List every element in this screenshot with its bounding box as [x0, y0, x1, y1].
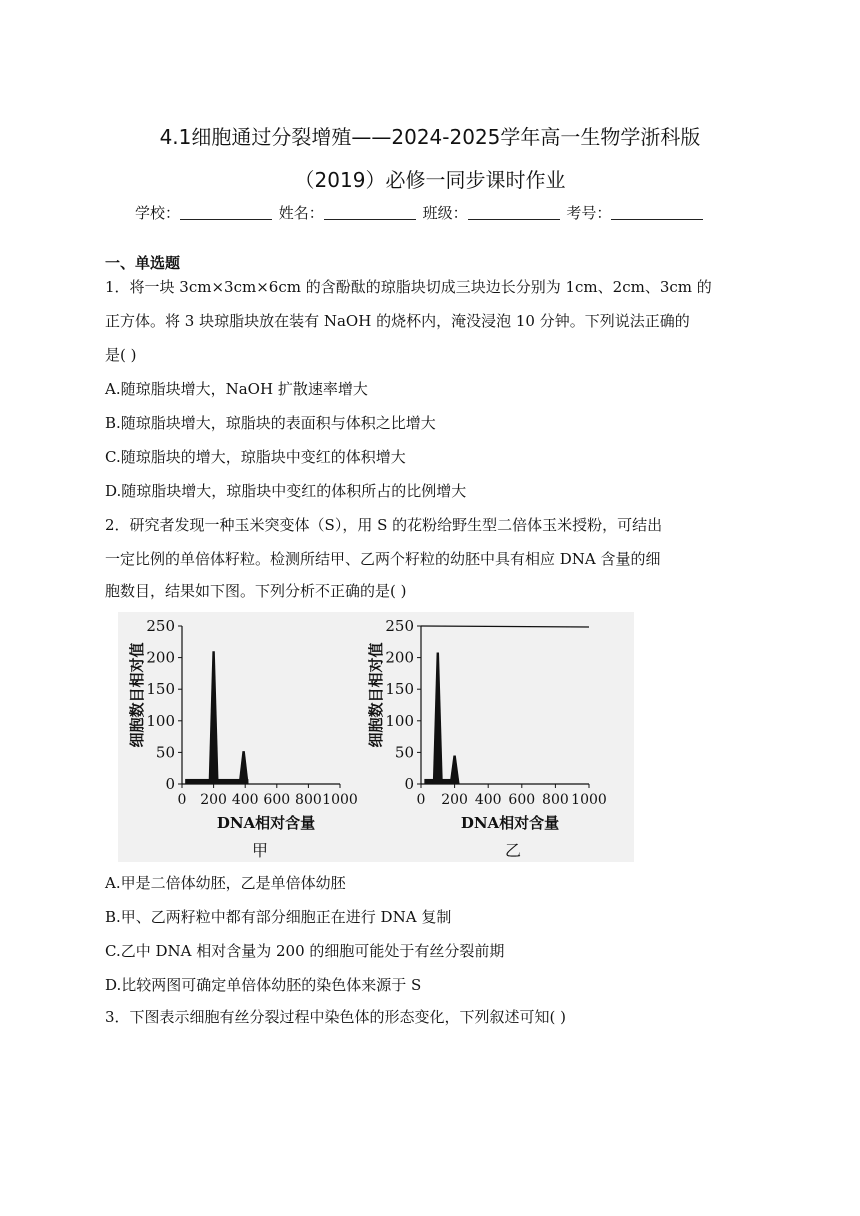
- chart-1-y-tick-label: 200: [146, 648, 175, 667]
- question-1-line-3: 是( ): [105, 346, 137, 364]
- chart-1-caption: 甲: [251, 841, 269, 860]
- document-title-line1: 4.1细胞通过分裂增殖——2024-2025学年高一生物学浙科版: [159, 125, 701, 149]
- question-1-line-2: 正方体。将 3 块琼脂块放在装有 NaOH 的烧杯内，淹没浸泡 10 分钟。下列说法正确的: [105, 312, 690, 330]
- chart-1-y-tick-label: 100: [146, 711, 175, 730]
- question-1-option-d: D.随琼脂块增大，琼脂块中变红的体积所占的比例增大: [105, 482, 467, 500]
- chart-2-x-tick-label: 400: [474, 792, 502, 808]
- chart-2-peak-bar: [450, 756, 460, 784]
- question-1-option-b: B.随琼脂块增大，琼脂块的表面积与体积之比增大: [105, 414, 436, 432]
- chart-1-x-tick-label: 600: [263, 792, 291, 808]
- chart-1-peak-bar: [209, 651, 219, 784]
- chart-2-y-axis-label: 细胞数目相对值: [367, 642, 385, 748]
- name-blank[interactable]: [324, 205, 416, 220]
- chart-2-x-tick-label: 1000: [571, 792, 607, 808]
- class-label: 班级：: [422, 204, 468, 222]
- chart-1-peak-bar: [239, 751, 249, 784]
- chart-2-x-axis-label: DNA相对含量: [460, 814, 560, 832]
- chart-2-caption: 乙: [504, 841, 522, 860]
- chart-2-x-tick-label: 0: [416, 792, 426, 808]
- chart-2-x-tick-label: 800: [542, 792, 569, 808]
- chart-1-y-tick-label: 250: [146, 617, 175, 635]
- chart-2-x-tick-label: 600: [508, 792, 536, 808]
- chart-1-y-tick-label: 150: [146, 680, 175, 699]
- question-2-option-a: A.甲是二倍体幼胚，乙是单倍体幼胚: [105, 874, 346, 892]
- question-1-line-1: 1．将一块 3cm×3cm×6cm 的含酚酞的琼脂块切成三块边长分别为 1cm、2cm、3cm 的: [105, 278, 712, 296]
- chart-2-peak-bar: [433, 653, 443, 784]
- school-blank[interactable]: [180, 205, 272, 220]
- question-1-option-a: A.随琼脂块增大，NaOH 扩散速率增大: [105, 380, 368, 398]
- chart-1-x-tick-label: 1000: [322, 792, 358, 808]
- dna-content-figure: [118, 612, 634, 862]
- chart-2-top-border: [421, 626, 589, 627]
- dna-content-charts: [118, 612, 634, 862]
- chart-2-y-tick-label: 100: [385, 711, 414, 730]
- question-2-option-b: B.甲、乙两籽粒中都有部分细胞正在进行 DNA 复制: [105, 908, 452, 926]
- name-label: 姓名：: [278, 204, 324, 222]
- question-2-option-d: D.比较两图可确定单倍体幼胚的染色体来源于 S: [105, 976, 422, 994]
- question-3-line-1: 3．下图表示细胞有丝分裂过程中染色体的形态变化，下列叙述可知( ): [105, 1008, 567, 1026]
- chart-2-y-tick-label: 0: [404, 775, 414, 793]
- chart-1-x-tick-label: 400: [231, 792, 259, 808]
- chart-2-y-tick-label: 50: [394, 743, 414, 762]
- chart-1-y-axis-label: 细胞数目相对值: [128, 642, 146, 748]
- chart-2-y-tick-label: 250: [385, 617, 414, 635]
- chart-1-y-tick-label: 0: [165, 775, 175, 793]
- chart-2-y-tick-label: 150: [385, 680, 414, 699]
- question-1-option-c: C.随琼脂块的增大，琼脂块中变红的体积增大: [105, 448, 406, 466]
- question-2-option-c: C.乙中 DNA 相对含量为 200 的细胞可能处于有丝分裂前期: [105, 942, 505, 960]
- chart-1-x-tick-label: 200: [200, 792, 227, 808]
- chart-1-x-tick-label: 0: [177, 792, 187, 808]
- chart-1-y-tick-label: 50: [155, 743, 175, 762]
- question-2-line-3: 胞数目，结果如下图。下列分析不正确的是( ): [105, 582, 407, 600]
- school-label: 学校：: [135, 204, 181, 222]
- document-title-line2: （2019）必修一同步课时作业: [294, 168, 566, 192]
- exam-number-label: 考号：: [566, 204, 612, 222]
- question-2-line-1: 2．研究者发现一种玉米突变体（S），用 S 的花粉给野生型二倍体玉米授粉，可结出: [105, 516, 663, 534]
- student-info-row: [135, 202, 755, 223]
- section-title: 一、单选题: [105, 254, 181, 272]
- question-2-line-2: 一定比例的单倍体籽粒。检测所结甲、乙两个籽粒的幼胚中具有相应 DNA 含量的细: [105, 550, 661, 568]
- chart-2-y-tick-label: 200: [385, 648, 414, 667]
- exam-number-blank[interactable]: [611, 205, 703, 220]
- chart-1-x-axis-label: DNA相对含量: [216, 814, 316, 832]
- chart-1-x-tick-label: 800: [295, 792, 322, 808]
- chart-2-x-tick-label: 200: [441, 792, 468, 808]
- class-blank[interactable]: [468, 205, 560, 220]
